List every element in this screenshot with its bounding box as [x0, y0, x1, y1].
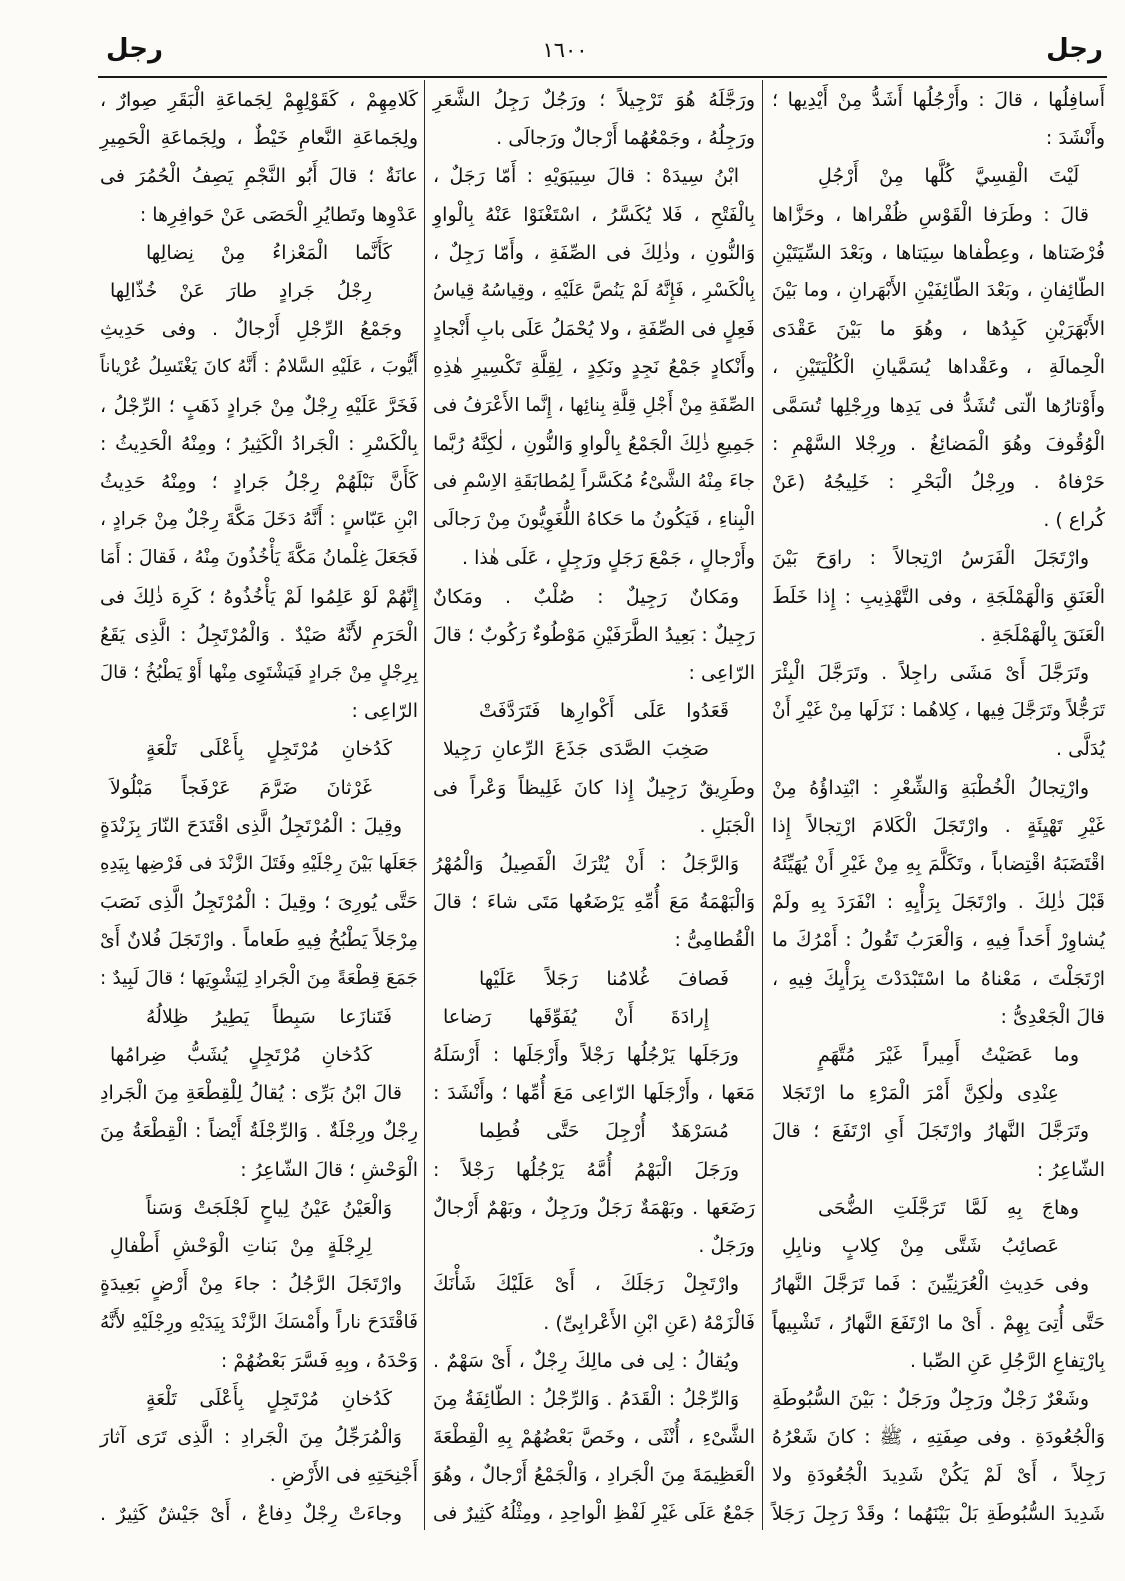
text-line: يُدَلَّى . [1056, 738, 1105, 761]
column-divider [424, 80, 425, 1530]
text-line: قالَ ابْنُ بَرِّى : يُقالُ لِلْقِطْعَةِ مِنَ الْجَرادِ [100, 1082, 402, 1105]
verse-line: مُسَرْهَدٌ أُرْجِلَ حَتَّى فُطِما [479, 1120, 729, 1143]
text-line: أَسافِلُها ، قالَ : وأَرْجُلُها أَشَدُّ مِنْ أَيْدِيها ؛ [772, 89, 1105, 111]
verse-line: كَدُخانِ مُرْتَجِلٍ بِأَعْلَى تَلْعَةٍ [146, 1387, 392, 1410]
text-line: وَالْجُعُودَةِ . وفى صِفَتِهِ ، ﷺ : كانَ شَعْرُهُ [772, 1426, 1105, 1449]
text-line: وأَوْتارُها الّتى تُشَدُّ فى يَدِها ورِجْلِها تُسَمَّى [772, 394, 1105, 417]
running-head-right: رجل [1046, 34, 1103, 64]
text-line: قَبْلَ ذٰلِكَ . وارْتَجَلَ بِرَأْيِهِ : انْفَرَدَ بِهِ ولَمْ [772, 891, 1105, 914]
verse-line: فَتَنازَعا سَبِطاً يَطِيرُ ظِلالُهُ [146, 1005, 392, 1028]
text-line: الْوَحْشِ ؛ قالَ الشّاعِرُ : [240, 1158, 418, 1181]
text-line: وتَرَجَّلَ أَىْ مَشَى راجِلاً . وتَرَجَّلَ الْبِئْرَ [772, 662, 1089, 685]
text-line: الْحِمالَةِ ، وعَقْداها يُسَمَّيانِ الْكُلْيَتَيْنِ ، [772, 356, 1105, 379]
verse-line: قَعَدُوا عَلَى أَكْوارِها فَتَرَدَّفَتْ [479, 700, 729, 723]
text-line: كَأَنَّ نَبْلَهُمْ رِجْلُ جَرادٍ ؛ ومِنْهُ حَدِيثُ [100, 471, 418, 494]
text-line: الصِّفَةِ مِنْ أَجْلِ قِلَّةِ بِنائِها ، إِنَّما الأَعْرَفُ فى [433, 394, 755, 416]
text-line: وأَنْشَدَ : [1045, 127, 1105, 150]
verse-line: عِنْدِى ولٰكِنَّ أَمْرَ الْمَرْءِ ما ارْتَجَلا [782, 1082, 1059, 1105]
text-line: رِجْلٌ ورِجْلَةٌ . وَالرِّجْلَةُ أَيْضاً : الْقِطْعَةُ مِنَ [100, 1120, 418, 1143]
text-line: وأَرْجالٍ ، جَمْعَ رَجَلٍ ورَجِلٍ ، عَلَى هٰذا . [462, 547, 755, 570]
column-left [100, 81, 418, 1533]
text-line: ابْنِ عَبّاسٍ : أَنَّهُ دَخَلَ مَكَّةَ رِجْلٌ مِنْ جَرادٍ ، [100, 509, 418, 531]
text-line: الْحَرَمِ لأَنَّهُ صَيْدٌ . وَالْمُرْتَجِلُ : الَّذِى يَقَعُ [100, 623, 418, 646]
text-line: الْقُطامِىُّ : [674, 929, 755, 952]
text-line: أَجْنِحَتِهِ فى الأَرْضِ . [269, 1464, 418, 1487]
text-line: ورَجَلَ الْبَهْمُ أُمَّهُ يَرْجُلُها رَجْلاً : [433, 1158, 739, 1181]
text-line: وارْتِجالُ الْخُطْبَةِ وَالشِّعْرِ : ابْتِداؤُهُ مِنْ [772, 776, 1089, 799]
text-line: الرّاعِى : [351, 700, 418, 723]
text-line: وتَرَجَّلَ النَّهارُ وارْتَجَلَ أَىِ ارْتَفَعَ ؛ قالَ [772, 1120, 1089, 1143]
text-line: بِرِجْلٍ مِنْ جَرادٍ فَيَشْتَوِى مِنْها أَوْ يَطْبُخُ ؛ قالَ [100, 662, 418, 684]
text-line: مِرْجَلاً يَطْبُخُ فِيهِ طَعاماً . وارْتَجَلَ فُلانٌ أَىْ [100, 929, 418, 952]
text-line: وارْتَجَلَ الْفَرَسُ ارْتِجالاً : راوَحَ بَيْنَ [772, 547, 1089, 570]
text-line: اقْتَضَبَهُ اقْتِضاباً ، وتَكَلَّمَ بِهِ مِنْ غَيْرِ أَنْ يُهَيِّئَهُ [772, 853, 1105, 876]
text-line: وطَرِيقٌ رَجِيلٌ إِذا كانَ غَلِيظاً وَعْراً فى [433, 776, 755, 799]
verse-line: عَصائِبُ شَتَّى مِنْ كِلابٍ ونابِلِ [782, 1235, 1059, 1258]
text-line: ورَجَلَها يَرْجُلُها رَجْلاً وأَرْجَلَها : أَرْسَلَهُ [433, 1044, 739, 1067]
text-line: رَجِلاً ، أَىْ لَمْ يَكُنْ شَدِيدَ الْجُعُودَةِ ولا [772, 1464, 1105, 1487]
text-line: ويُقالُ : لِى فى مالِكَ رِجْلٌ ، أَىْ سَهْمٌ . [433, 1349, 739, 1372]
text-line: جَمَعَ قِطْعَةً مِنَ الْجَرادِ لِيَشْوِيَها ؛ قالَ لَبِيدٌ : [100, 967, 418, 989]
text-line: جَمِيعِ ذٰلِكَ الْجَمْعُ بِالْواوِ وَالنُّونِ ، لٰكِنَّهُ رُبَّما [433, 432, 755, 455]
text-line: وارْتَجَلَ الرَّجُلُ : جاءَ مِنْ أَرْضٍ بَعِيدَةٍ [100, 1273, 402, 1296]
text-line: وفى حَدِيثِ الْعُرَنِيِّينَ : فَما تَرَجَّلَ النَّهارُ [772, 1273, 1089, 1296]
text-line: وارْتَجِلْ رَجَلَكَ ، أَىْ عَلَيْكَ شَأْنَكَ [433, 1273, 739, 1296]
text-line: وشَعْرٌ رَجْلٌ ورَجِلٌ ورَجَلٌ : بَيْنَ السُّبُوطَةِ [772, 1387, 1089, 1410]
text-line: الْوُقُوفَ وهُوَ الْمَضائِغُ . ورِجْلا السَّهْمِ : [772, 432, 1105, 455]
text-line: فَعِلٍ فى الصِّفَةِ ، ولا يُحْمَلُ عَلَى بابِ أَنْجادٍ [433, 318, 755, 341]
text-line: ورَجَّلَهُ هُوَ تَرْجِيلاً ؛ ورَجُلٌ رَجِلُ الشَّعَرِ [433, 89, 755, 111]
page-number: ١٦٠٠ [542, 38, 588, 62]
verse-line: لِرِجْلَةٍ مِنْ بَناتِ الْوَحْشِ أَطْفالِ [110, 1235, 372, 1258]
text-line: ابْنُ سِيدَهْ : قالَ سِيبَوَيْهِ : أَمّا رَجَلٌ ، [433, 165, 739, 188]
text-line: ولِجَماعَةِ النَّعامِ خَيْطٌ ، ولِجَماعَةِ الْحَمِيرِ [100, 127, 418, 150]
verse-line: إِرادَةَ أَنْ يُفَوِّقَها رَضاعا [443, 1005, 709, 1028]
text-line: الْجَبَلِ . [699, 814, 755, 837]
text-line: يُشاوِرْ أَحَداً فِيهِ ، وَالْعَرَبُ تَقُولُ : أَمْرُكَ ما [772, 929, 1105, 952]
column-right [772, 81, 1105, 1533]
text-line: غَيْرِ تَهْيِئَةٍ . وارْتَجَلَ الْكَلامَ ارْتِجالاً إِذا [772, 814, 1105, 837]
verse-line: غَرْثانَ ضَرَّمَ عَرْفَجاً مَبْلُولاَ [110, 776, 372, 799]
verse-line: كَأَنَّما الْمَعْزاءُ مِنْ نِضالِها [146, 241, 392, 264]
text-line: كَلامِهِمْ ، كَقَوْلِهِمْ لِجَماعَةِ الْبَقَرِ صِوارٌ ، [100, 89, 418, 111]
text-line: بِالْكَسْرِ ، فَإِنَّهُ لَمْ يَنُصَّ عَلَيْهِ ، وقِياسُهُ قِياسُ [433, 280, 755, 302]
text-line: وقِيلَ : الْمُرْتَجِلُ الَّذِى اقْتَدَحَ النّارَ بِزَنْدَةٍ [100, 814, 402, 837]
text-line: ورَجِلُهُ ، وجَمْعُهُما أَرْجالٌ ورَجالَى . [496, 127, 755, 150]
text-line: الْعَظِيمَةَ مِنَ الْجَرادِ ، وَالْجَمْعُ أَرْجالٌ ، وهُوَ [433, 1464, 755, 1487]
text-line: وَالْبَهْمَةُ مَعَ أُمِّهِ يَرْضَعُها مَتَى شاءَ ؛ قالَ [433, 891, 755, 914]
text-line: بِالْكَسْرِ : الْجَرادُ الْكَثِيرُ ؛ ومِنْهُ الْحَدِيثُ : [100, 432, 418, 455]
text-line: رَجِيلٌ : بَعِيدُ الطَّرَفَيْنِ مَوْطُوءٌ رَكُوبٌ ؛ قالَ [433, 623, 755, 646]
text-line: وَالْمُرَجِّلُ مِنَ الْجَرادِ : الَّذِى تَرَى آثارَ [100, 1426, 402, 1449]
text-line: ورَجَلٌ . [698, 1235, 755, 1258]
text-line: فَاقْتَدَحَ ناراً وأَمْسَكَ الزَّنْدَ بِيَدَيْهِ ورِجْلَيْهِ لأَنَّهُ [100, 1311, 418, 1333]
verse-line: رِجْلُ جَرادٍ طارَ عَنْ خُذّالِها [110, 280, 372, 303]
text-line: مَعَها ، وأَرْجَلَها الرّاعِى مَعَ أُمِّها ؛ وأَنْشَدَ : [433, 1082, 755, 1105]
text-line: الطّائِفانِ ، وبَعْدَ الطّائِفَيْنِ الأَبْهَرانِ ، وما بَيْنَ [772, 280, 1105, 302]
text-line: كُراع ) . [1043, 509, 1105, 532]
text-line: جَمْعٌ عَلَى غَيْرِ لَفْظِ الْواحِدِ ، ومِثْلُهُ كَثِيرٌ فى [433, 1502, 755, 1524]
text-line: بِارْتِفاعِ الرَّجُلِ عَنِ الصِّبا . [909, 1349, 1105, 1372]
text-line: وَالرِّجْلُ : الْقَدَمُ . وَالرِّجْلُ : الطّائِفَةُ مِنَ [433, 1387, 739, 1410]
header-rule [98, 76, 1107, 78]
text-line: فَخَرَّ عَلَيْهِ رِجْلٌ مِنْ جَرادٍ ذَهَبٍ ؛ الرِّجْلُ ، [100, 394, 418, 417]
text-line: حَرْفاهُ . ورِجْلُ الْبَحْرِ : خَلِيجُهُ (عَنْ [772, 471, 1105, 494]
running-head-left: رجل [106, 34, 163, 64]
text-line: عَدْوِها وتَطايُرِ الْحَصَى عَنْ حَوافِرِها : [139, 203, 418, 226]
text-line: إِنَّهُمْ لَوْ عَلِمُوا لَمْ يَأْخُذُوهُ ؛ كَرِهَ ذٰلِكَ فى [100, 585, 418, 608]
text-line: عانَةٌ ؛ قالَ أَبُو النَّجْمِ يَصِفُ الْحُمُرَ فى [100, 165, 418, 188]
text-line: الأَبْهَرَيْنِ كَبِدُها ، وهُوَ ما بَيْنَ عَقْدَى [772, 318, 1105, 341]
text-line: وجَمْعُ الرِّجْلِ أَرْجالٌ . وفى حَدِيثِ [100, 318, 402, 341]
verse-line: كَدُخانِ مُرْتَجِلٍ بِأَعْلَى تَلْعَةٍ [146, 738, 392, 761]
verse-line: وهاجَ بِهِ لَمَّا تَرَجَّلَتِ الضُّحَى [818, 1196, 1079, 1219]
verse-line: لَيْتَ الْقِسِيَّ كُلَّها مِنْ أَرْجُلِ [818, 165, 1079, 188]
verse-line: فَصافَ غُلامُنا رَجَلاً عَلَيْها [479, 967, 729, 990]
column-divider [762, 80, 763, 1530]
text-line: جَعَلَها بَيْنَ رِجْلَيْهِ وفَتَلَ الزَّنْدَ فى فَرْضِها بِيَدِهِ [100, 853, 418, 875]
text-line: قالَ الْجَعْدِىُّ : [1000, 1005, 1105, 1028]
verse-line: صَخِبَ الصَّدَى جَذَعَ الرِّعانِ رَجِيلا [443, 738, 709, 761]
text-line: حَتَّى يُورِىَ ؛ وقِيلَ : الْمُرْتَجِلُ الَّذِى نَصَبَ [100, 891, 418, 914]
text-line: وَالنُّونِ ، وذٰلِكَ فى الصِّفَةِ ، وأَمّا رَجِلٌ ، [433, 241, 755, 264]
verse-line: وَالْعَيْنُ عَيْنُ لِياحٍ لَجْلَجَتْ وَسَناً [146, 1196, 392, 1219]
text-line: جاءَ مِنْهُ الشَّىْءُ مُكَسَّراً لِمُطابَقَةِ الاِسْمِ فى [433, 471, 755, 493]
text-line: ارْتَجَلْتَ ، مَعْناهُ ما اسْتَبْدَدْتَ بِرَأْيِكَ فِيهِ ، [772, 967, 1105, 990]
text-line: وَحْدَهُ ، وبِهِ فَسَّرَ بَعْضُهُمْ : [220, 1349, 418, 1372]
text-line: الْعَنَقِ وَالْهَمْلَجَةِ ، وفى التَّهْذِيبِ : إِذا خَلَطَ [772, 585, 1105, 608]
text-line: الشّاعِرُ : [1036, 1158, 1105, 1181]
text-line: ومَكانٌ رَجِيلٌ : صُلْبٌ . ومَكانٌ [433, 585, 739, 608]
text-line: الْبِناءِ ، فَيَكُونُ ما حَكاهُ اللُّغَوِيُّونَ مِنْ رَجالَى [433, 509, 755, 531]
text-line: فَالْزَمْهُ (عَنِ ابْنِ الأَعْرابِىِّ) . [543, 1311, 755, 1334]
text-line: رَضَعَها . وبَهْمَةٌ رَجَلٌ ورَجِلٌ ، وبَهْمٌ أَرْجالٌ [433, 1196, 755, 1219]
text-line: تَرَجُّلاً وتَرَجَّلَ فِيها ، كِلاهُما : نَزَلَها مِنْ غَيْرِ أَنْ [772, 700, 1105, 722]
text-line: فَجَعَلَ غِلْمانُ مَكَّةَ يَأْخُذُونَ مِنْهُ ، فَقالَ : أَمَا [100, 547, 418, 569]
text-line: وَالرَّجَلُ : أَنْ يُتْرَكَ الْفَصِيلُ وَالْمُهْرُ [433, 853, 739, 876]
text-line: حَتَّى أُتِىَ بِهِمْ . أَىْ ما ارْتَفَعَ النَّهارُ ، تَشْبِيهاً [772, 1311, 1105, 1334]
text-line: بِالْفَتْحِ ، فَلا يُكَسَّرُ ، اسْتَغْنَوْا عَنْهُ بِالْواوِ [433, 203, 755, 226]
text-line: الرّاعِى : [688, 662, 755, 685]
text-line: قالَ : وطَرَفا الْقَوْسِ ظُفْراها ، وحَزَّاها [772, 203, 1089, 226]
column-middle [433, 81, 755, 1533]
verse-line: كَدُخانِ مُرْتَجِلٍ يُشَبُّ ضِرامُها [110, 1044, 372, 1067]
text-line: شَدِيدَ السُّبُوطَةِ بَلْ بَيْنَهُما ؛ وقَدْ رَجِلَ رَجَلاً [772, 1502, 1105, 1525]
text-line: الشَّىْءِ ، أُنْثَى ، وخَصَّ بَعْضُهُمْ بِهِ الْقِطْعَةَ [433, 1426, 755, 1449]
text-line: فُرْضَتاها ، وعِطْفاها سِيَتاها ، وبَعْدَ السِّيَتَيْنِ [772, 241, 1105, 264]
text-line: وجاءَتْ رِجْلٌ دِفاعٌ ، أَىْ جَيْشٌ كَثِيرٌ . [100, 1502, 402, 1525]
text-line: أَيُّوبَ ، عَلَيْهِ السَّلامُ : أَنَّهُ كانَ يَغْتَسِلُ عُرْياناً [100, 356, 418, 378]
verse-line: وما عَصَيْتُ أَمِيراً غَيْرَ مُتَّهَمٍ [818, 1044, 1079, 1067]
text-line: وأَنْكادٍ جَمْعُ نَجِدٍ ونَكِدٍ ، لِقِلَّةِ تَكْسِيرِ هٰذِهِ [433, 356, 755, 379]
text-line: الْعَنَقَ بِالْهَمْلَجَةِ . [979, 623, 1105, 646]
